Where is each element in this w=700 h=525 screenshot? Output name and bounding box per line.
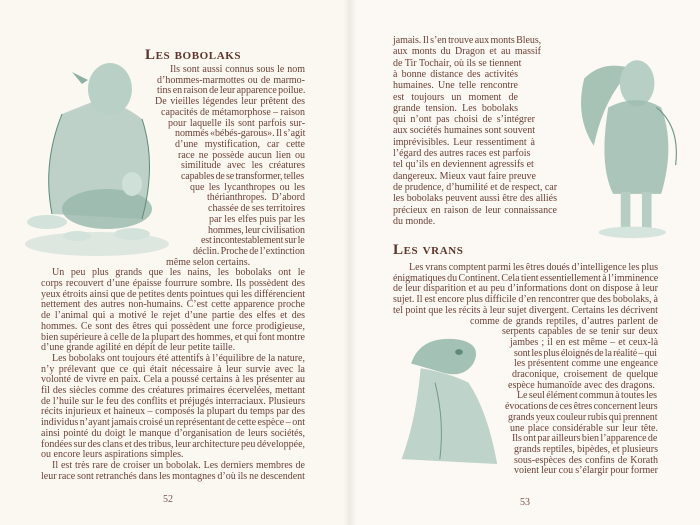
text-line: yeux étroits ainsi que de petites dents pointues qui les différencient bbox=[41, 288, 305, 300]
text-line: une place considérable sur leur tête. bbox=[510, 422, 658, 434]
text-line: aux monts du Dragon et au massif bbox=[393, 46, 541, 58]
text-line: tins en raison de leur apparence poilue. bbox=[157, 85, 306, 97]
text-line: race ne possède aucun lien ou bbox=[178, 149, 305, 161]
text-line: nommés «bébés-garous». Il s’agit bbox=[175, 128, 306, 140]
text-line: de l’huile sur le feu des conflits et préjugés interraciaux. Plusieurs bbox=[41, 395, 305, 407]
text-line: similitude avec les créatures bbox=[181, 160, 305, 172]
text-line: corps recouvert d’une épaisse fourrure sombre. Ils possèdent des bbox=[41, 278, 305, 289]
bobolak-illustration bbox=[22, 44, 172, 259]
text-line: de l’animal qui a motivé le rejet d’une partie des elfes et des bbox=[41, 310, 306, 322]
text-line: chassée de ses territoires bbox=[208, 203, 305, 215]
text-line: que les lycanthropes ou les bbox=[190, 181, 305, 193]
text-line: grands reptiles, bipèdes, et plusieurs bbox=[514, 443, 659, 455]
text-line: qui n’ont pas choisi de s’intégrer bbox=[393, 114, 536, 126]
text-line: ou encore leurs aspirations simples. bbox=[41, 449, 184, 461]
text-line: humaines. Une telle rencontre bbox=[393, 80, 518, 92]
text-line: imprévisibles. Leur ressentiment à bbox=[393, 136, 535, 148]
text-line: Les vrans comptent parmi les êtres doués d’intelligence les plus bbox=[409, 262, 658, 273]
text-line: Un peu plus grands que les nains, les bobolaks ont le bbox=[52, 267, 305, 279]
text-line: précieux en raison de leur connaissance bbox=[393, 204, 557, 216]
text-line: serpents capables de se tenir sur deux bbox=[502, 326, 659, 338]
text-line: sujet. Il est encore plus difficile d’en rencontrer que des bobolaks, à bbox=[393, 294, 658, 306]
text-line: déclin. Proche de l’extinction bbox=[193, 245, 305, 257]
text-line: Le seul élément commun à toutes les bbox=[517, 390, 657, 402]
text-line: bien supérieure à celle de la plupart des hommes, et qui font montre bbox=[41, 331, 305, 343]
text-line: jambes ; il en est même – et ceux-là bbox=[510, 336, 659, 348]
text-line: d’une mystification, car cette bbox=[175, 138, 305, 150]
text-line: par les elfes puis par les bbox=[209, 213, 306, 225]
right-page bbox=[350, 0, 700, 525]
text-line: de leur disparition et au peu d’informations dont on dispose à leur bbox=[393, 283, 658, 295]
text-line: tel qu’ils en deviennent agressifs et bbox=[393, 159, 534, 171]
text-line: De vieilles légendes leur prêtent des bbox=[155, 96, 306, 108]
text-line: l’égard des autres races est parfois bbox=[393, 148, 531, 159]
text-line: capables de se transformer, telles bbox=[181, 171, 304, 182]
text-line: Ils sont aussi connus sous le nom bbox=[170, 64, 305, 75]
text-line: les bobolaks peuvent aussi être des alliés bbox=[393, 193, 558, 205]
text-line: Il est très rare de croiser un bobolak. Les derniers membres de bbox=[52, 459, 305, 471]
text-line: Les bobolaks ont toujours été attentifs à l’équilibre de la nature, bbox=[52, 352, 306, 364]
text-line: de prudence, d’humilité et de respect, car bbox=[393, 181, 558, 193]
page-number: 53 bbox=[520, 497, 530, 508]
text-line: pour laquelle ils sont parfois sur- bbox=[168, 117, 306, 129]
text-line: énigmatiques du Continent. Cela tient essentiellement à l’imminence bbox=[393, 272, 659, 284]
text-line: espèce humanoïde avec des dragons. bbox=[508, 379, 655, 391]
text-line: hommes. Ce sont des êtres qui possèdent une force prodigieuse, bbox=[41, 320, 305, 332]
text-line: volonté de vivre en paix. Cela a poussé certains à les présenter au bbox=[41, 374, 306, 386]
section-heading-bobolaks: Les bobolaks bbox=[145, 47, 242, 63]
text-line: d’une grande agilité en dépit de leur petite taille. bbox=[41, 342, 236, 354]
section-heading-vrans: Les vrans bbox=[393, 242, 464, 258]
text-line: évocations de ces êtres concernent leurs bbox=[505, 401, 658, 413]
text-line: hommes, leur civilisation bbox=[208, 224, 305, 236]
text-line: sont les plus éloignés de la réalité – qui bbox=[514, 347, 657, 359]
text-line: n’y prélevant que ce qui était nécessaire à leur survie avec la bbox=[41, 363, 305, 375]
text-line: de Tir Tochair, où ils se tiennent bbox=[393, 57, 522, 69]
text-line: capacités de métamorphose – raison bbox=[161, 106, 305, 118]
page-number: 52 bbox=[163, 494, 173, 505]
text-line: Ils ont par ailleurs bien l’apparence de bbox=[512, 433, 658, 445]
text-line: fondées sur des clans et des tribus, leur architecture peu développée, bbox=[41, 438, 306, 450]
text-line: grands yeux couleur rubis qui prennent bbox=[508, 411, 658, 423]
text-line: fil des siècles comme des créatures primaires écervelées, mettant bbox=[41, 385, 306, 396]
text-line: d’hommes-marmottes ou de marmo- bbox=[157, 74, 306, 86]
text-line: nettement des autres non-humains. C’est cette apparence proche bbox=[41, 299, 305, 311]
text-line: à bonne distance des activités bbox=[393, 68, 519, 80]
text-line: du monde. bbox=[393, 215, 436, 227]
text-line: ainsi pointé du doigt le manque d’organisation de leurs sociétés, bbox=[41, 427, 305, 439]
text-line: individus n’ayant jamais croisé un représentant de cette espèce – ont bbox=[41, 417, 305, 429]
text-line: jamais. Il s’en trouve aux monts Bleus, bbox=[393, 35, 542, 46]
text-line: récits injurieux et haineux – composés la plupart du temps par des bbox=[41, 406, 305, 418]
text-line: tel point que les récits à leur sujet divergent. Certains les décrivent bbox=[393, 304, 658, 316]
text-line: voient leur cou s’élargir pour former bbox=[514, 465, 659, 477]
text-line: draconique, croisement de quelque bbox=[512, 369, 658, 380]
text-line: les présentent comme une engeance bbox=[514, 358, 658, 370]
text-line: thérianthropes. D’abord bbox=[207, 192, 305, 204]
text-line: même selon certains. bbox=[166, 256, 251, 268]
text-line: aux sociétés humaines sont souvent bbox=[393, 125, 535, 137]
text-line: dangereux. Mieux vaut faire preuve bbox=[393, 170, 536, 182]
text-line: est toujours un moment de bbox=[393, 91, 518, 103]
text-line: est incontestablement sur le bbox=[201, 235, 305, 247]
text-line: sous-espèces des confins de Korath bbox=[514, 454, 658, 466]
text-line: grande tension. Les bobolaks bbox=[393, 102, 519, 114]
text-line: comme de grands reptiles, d’autres parlent de bbox=[470, 315, 658, 327]
text-line: leur race sont retranchés dans les montagnes d’où ils ne descendent bbox=[41, 470, 305, 482]
vran-illustration bbox=[392, 322, 502, 472]
bobolak-with-bundle-illustration bbox=[565, 36, 690, 246]
